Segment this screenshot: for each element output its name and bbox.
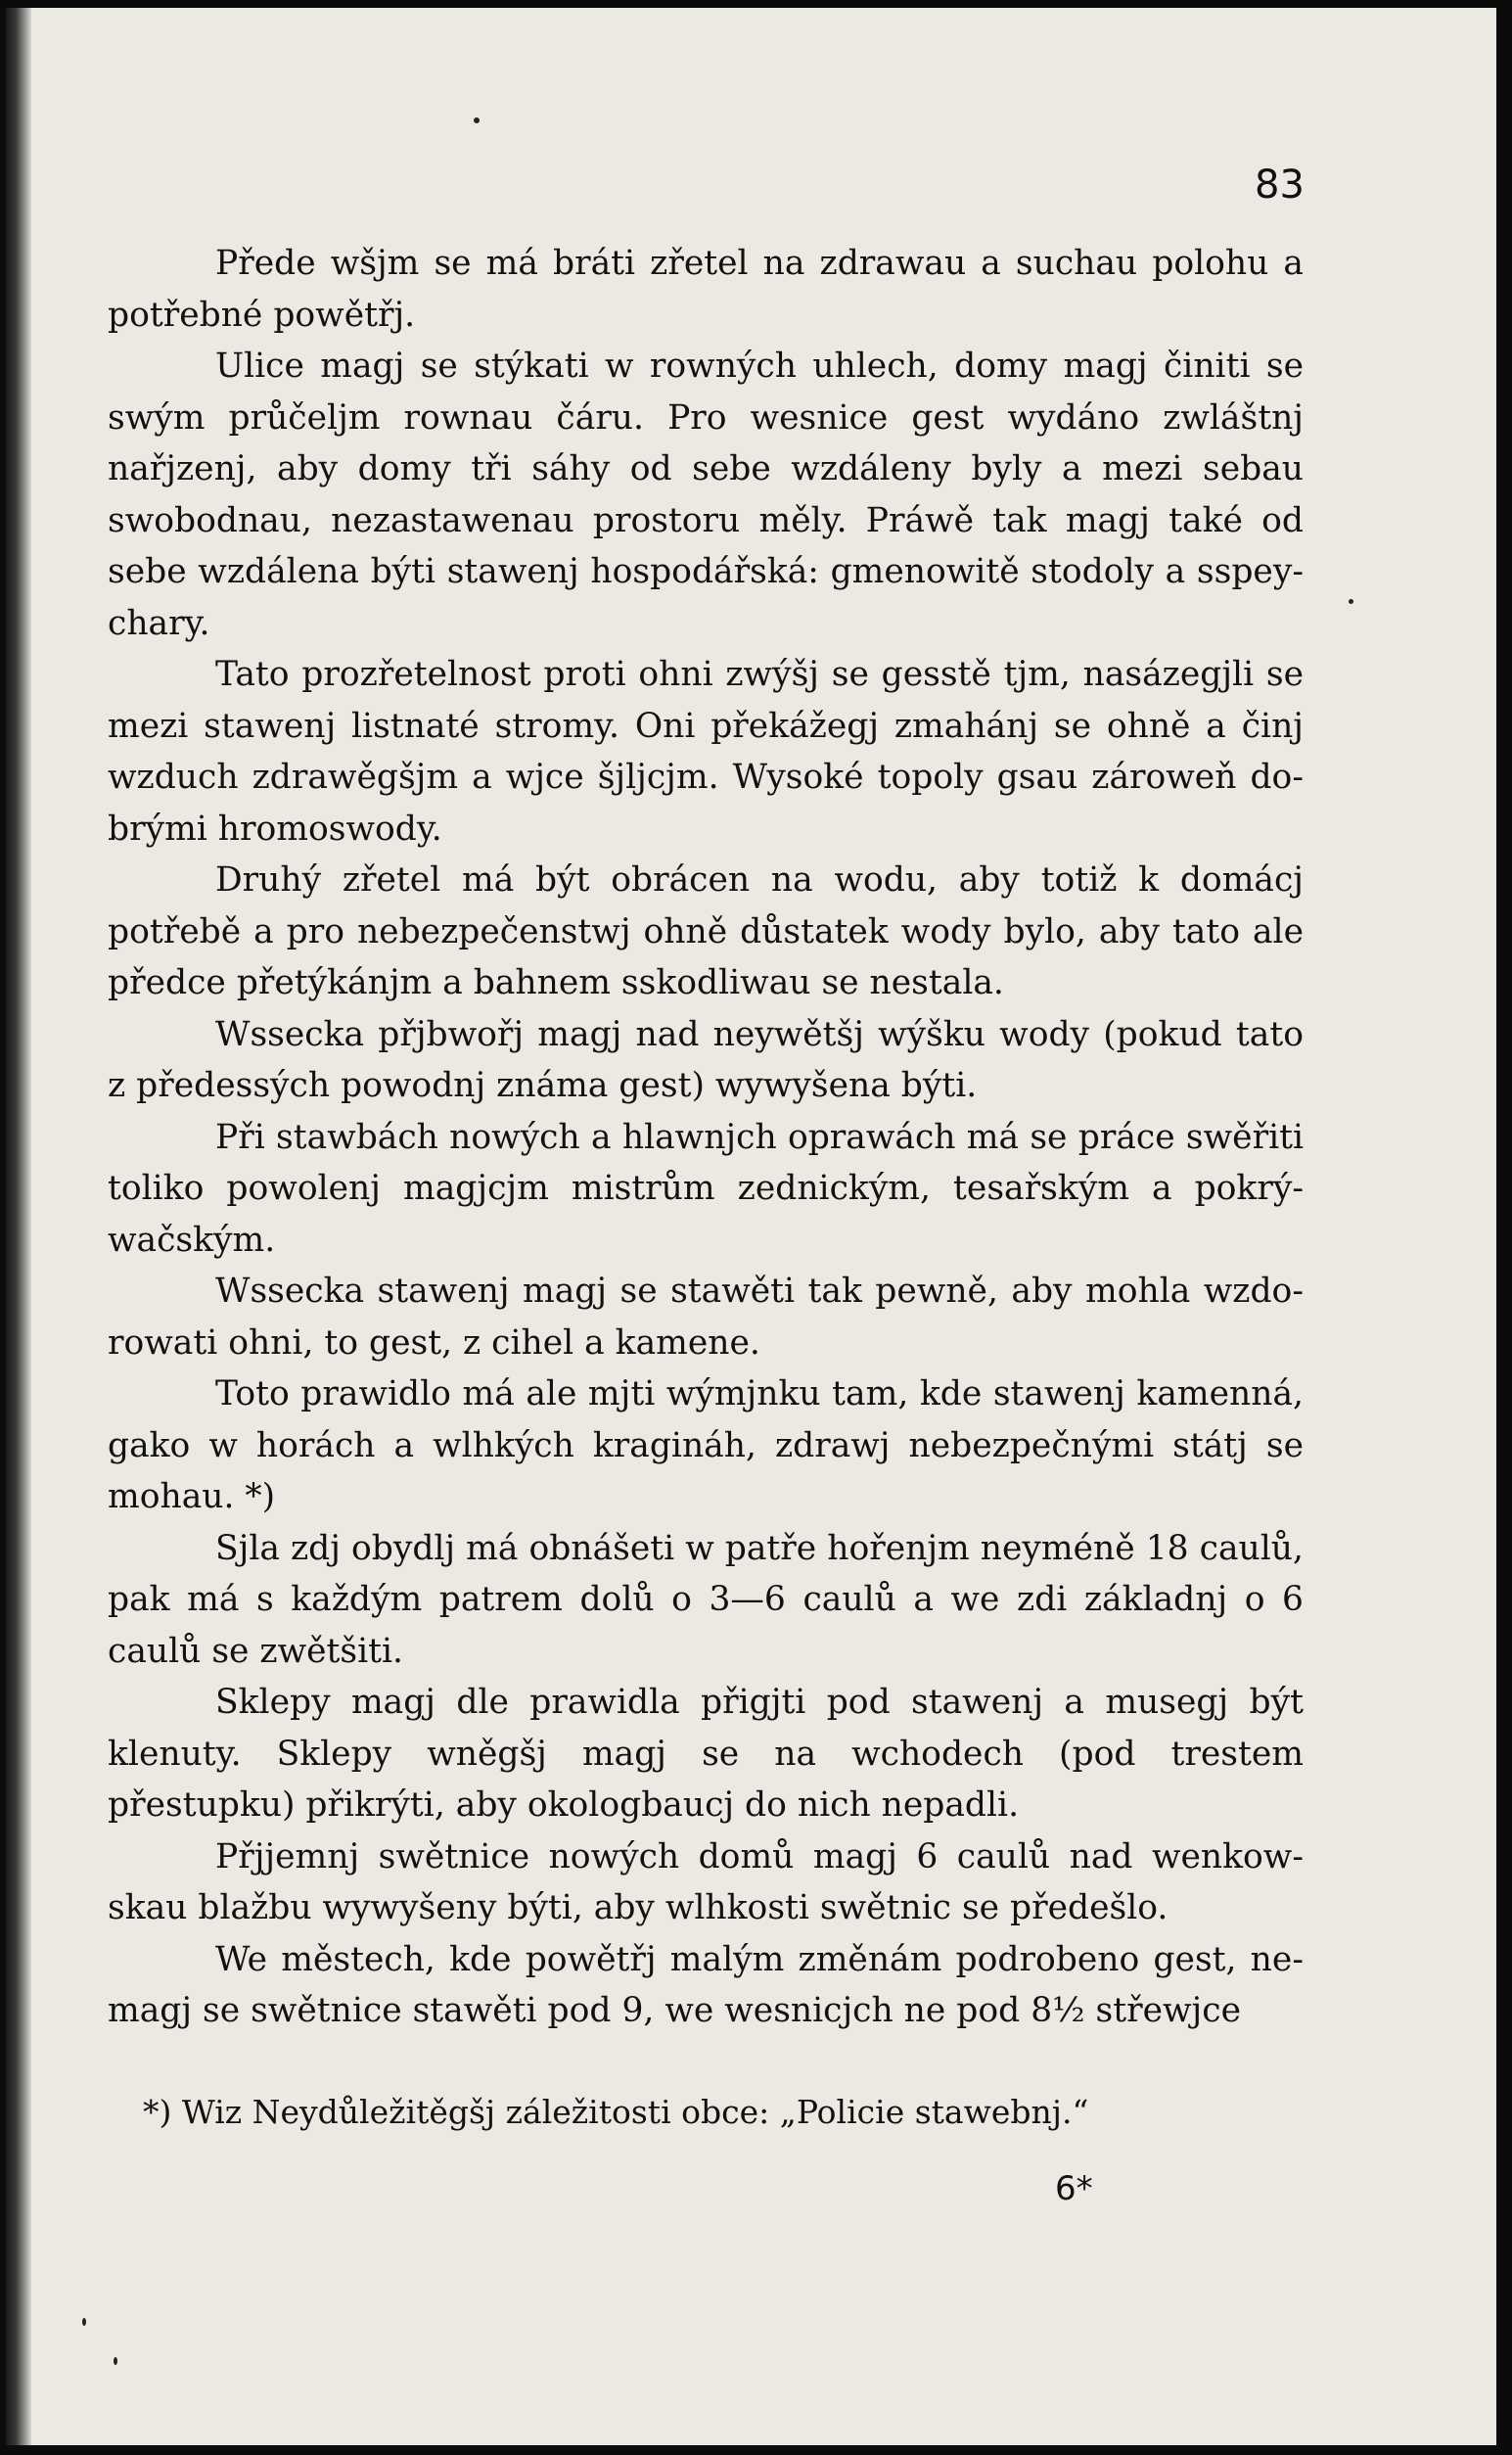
paragraph: Wssecka přjbwořj magj nad neywětšj wýšku wody (pokud tato z předessých powodnj známa gest) wywyšena býti. [108,1014,1304,1105]
paragraph: Tato prozřetelnost proti ohni zwýšj se gesstě tjm, nasázegjli se mezi stawenj listnaté stromy. Oni překážegj zmahánj se ohně a činj wzduch zdrawěgšjm a wjce šjljcjm. Wysoké topoly gsau zároweň dobrými hromoswody. [108,655,1304,849]
paragraph: Sjla zdj obydlj má obnášeti w patře hořenjm neyméně 18 caulů, pak má s každým patrem dolů o 3—6 caulů a we zdi základnj o 6 caulů se zwětšiti. [108,1528,1304,1671]
paragraph: Toto prawidlo má ale mjti wýmjnku tam, kde stawenj kamenná, gako w horách a wlhkých kragináh, zdrawj nebezpečnými státj se mohau. *) [108,1374,1304,1516]
paragraph: Sklepy magj dle prawidla přigjti pod stawenj a musegj být klenuty. Sklepy wněgšj magj se na wchodech (pod trestem přestupku) přikrýti, aby okologbaucj do nich nepadli. [108,1683,1304,1825]
paragraph: Při stawbách nowých a hlawnjch oprawách má se práce swěřiti toliko powolenj magjcjm mistrům zednickým, tesařským a pokrýwačským. [108,1117,1304,1260]
paragraph: Ulice magj se stýkati w rowných uhlech, domy magj činiti se swým průčeljm rownau čáru. Pro wesnice gest wydáno zwláštnj nařjzenj, aby domy tři sáhy od sebe wzdáleny byly a mezi sebau swobodnau, nezastawenau prostoru měly. Práwě tak magj také od sebe wzdálena býti stawenj hospodářská: gmenowitě stodoly a sspeychary. [108,347,1304,643]
paragraph: Přjjemnj swětnice nowých domů magj 6 caulů nad wenkowskau blažbu wywyšeny býti, aby wlhkosti swětnic se předešlo. [108,1836,1304,1927]
paragraph: We městech, kde powětřj malým změnám podrobeno gest, nemagj se swětnice stawěti pod 9, we wesnicjch ne pod 8½ střewjce [108,1939,1304,2030]
footnote: *) Wiz Neydůležitěgšj záležitosti obce: „Policie stawebnj.“ [143,2093,1089,2131]
book-spine-shadow [6,8,31,2445]
paragraph: Přede wšjm se má bráti zřetel na zdrawau a suchau polohu a potřebné powětřj. [108,244,1304,335]
book-page [6,8,1496,2445]
paragraph: Druhý zřetel má být obrácen na wodu, aby totiž k domácj potřebě a pro nebezpečenstwj ohně důstatek wody bylo, aby tato ale předce přetýkánjm a bahnem sskodliwau se nestala. [108,860,1304,1002]
paragraph: Wssecka stawenj magj se stawěti tak pewně, aby mohla wzdorowati ohni, to gest, z cihel a kamene. [108,1272,1304,1363]
ink-speck [114,2357,117,2365]
body-text [108,238,1304,2037]
page-number: 83 [1255,162,1305,208]
ink-speck [474,117,480,123]
ink-speck [82,2318,86,2326]
signature-mark: 6* [1055,2169,1093,2208]
ink-speck [1349,599,1353,604]
